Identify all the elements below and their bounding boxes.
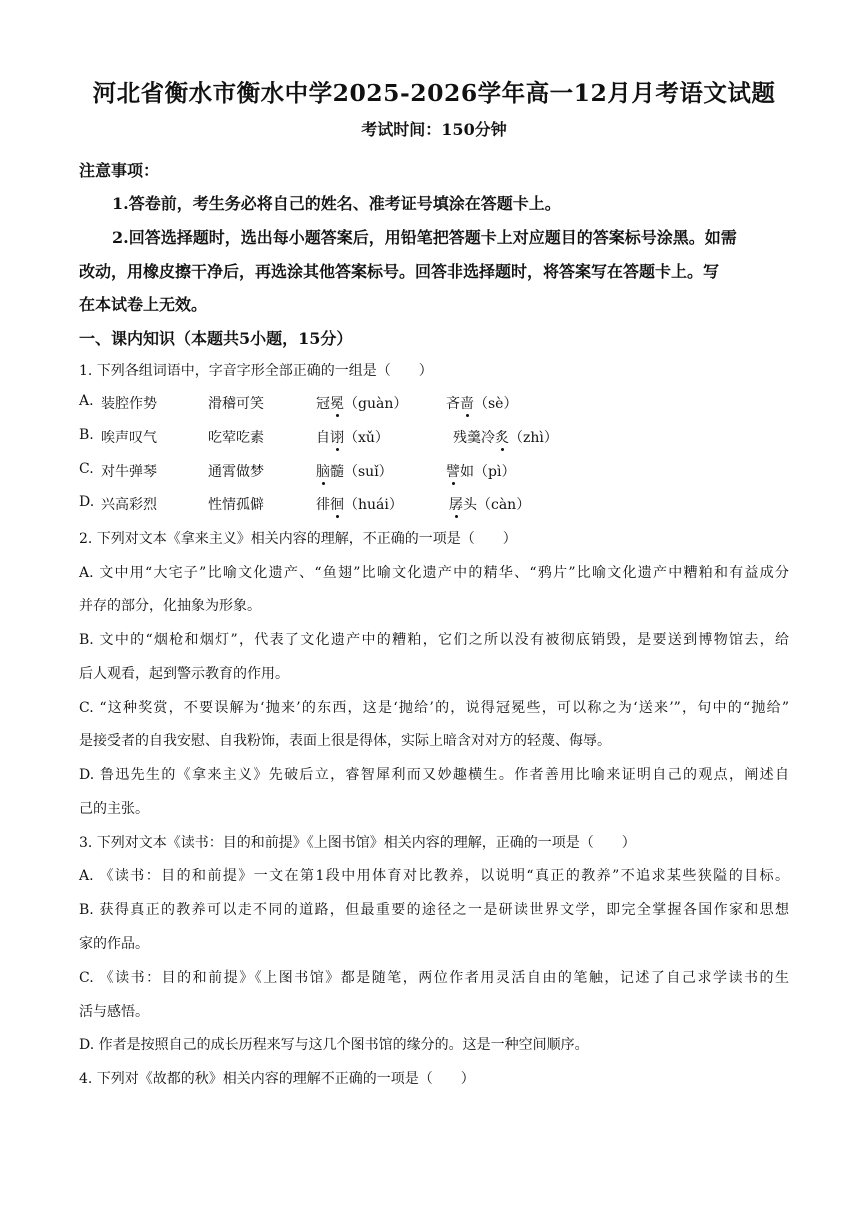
q3-option-a-line-1: A. 《读书：目的和前提》一文在第1段中用体育对比教养，以说明“真正的教养”不追求某些狭隘的目标。 bbox=[79, 868, 789, 884]
q4-stem: 4. 下列对《故都的秋》相关内容的理解不正确的一项是（ ） bbox=[79, 1071, 475, 1087]
notice-item-2-line-1: 2.回答选择题时，选出每小题答案后，用铅笔把答题卡上对应题目的答案标号涂黑。如需 bbox=[112, 228, 737, 247]
option-word: 装腔作势 bbox=[101, 396, 157, 412]
notice-item-1: 1.答卷前，考生务必将自己的姓名、准考证号填涂在答题卡上。 bbox=[112, 194, 561, 213]
option-label: C. bbox=[79, 461, 94, 477]
option-word: 对牛弹琴 bbox=[101, 464, 157, 480]
option-word: 脑髓（suǐ） bbox=[316, 464, 393, 480]
q2-option-c-line-2: 是接受者的自我安慰、自我粉饰，表面上很是得体，实际上暗含对对方的轻蔑、侮辱。 bbox=[79, 733, 611, 749]
option-word: 冠冕（guàn） bbox=[316, 396, 408, 412]
option-word: 吝啬（sè） bbox=[446, 396, 518, 412]
exam-title: 河北省衡水市衡水中学2025-2026学年高一12月月考语文试题 bbox=[92, 79, 776, 107]
q2-option-b-line-2: 后人观看，起到警示教育的作用。 bbox=[79, 666, 289, 682]
option-label: B. bbox=[79, 427, 94, 443]
notice-heading: 注意事项： bbox=[79, 161, 160, 180]
q3-stem: 3. 下列对文本《读书：目的和前提》《上图书馆》相关内容的理解，正确的一项是（ ） bbox=[79, 835, 636, 851]
option-word: 徘徊（huái） bbox=[316, 497, 403, 513]
option-word: 通霄做梦 bbox=[208, 464, 264, 480]
q2-option-c-line-1: C. “这种奖赏，不要误解为‘抛来’的东西，这是‘抛给’的，说得冠冕些，可以称之为‘送来’”，句中的“抛给” bbox=[79, 700, 789, 716]
exam-time: 考试时间：150分钟 bbox=[361, 120, 507, 139]
q3-option-c-line-1: C. 《读书：目的和前提》《上图书馆》都是随笔，两位作者用灵活自由的笔触，记述了自己求学读书的生 bbox=[79, 970, 789, 986]
q3-option-d-line-1: D. 作者是按照自己的成长历程来写与这几个图书馆的缘分的。这是一种空间顺序。 bbox=[79, 1037, 589, 1053]
option-word: 自诩（xǔ） bbox=[316, 430, 389, 446]
option-word: 滑稽可笑 bbox=[208, 396, 264, 412]
q3-option-c-line-2: 活与感悟。 bbox=[79, 1004, 149, 1020]
option-word: 孱头（càn） bbox=[449, 497, 531, 513]
q3-option-b-line-1: B. 获得真正的教养可以走不同的道路，但最重要的途径之一是研读世界文学，即完全掌握各国作家和思想 bbox=[79, 902, 789, 918]
q1-stem: 1. 下列各组词语中，字音字形全部正确的一组是（ ） bbox=[79, 363, 433, 379]
option-word: 残羹冷炙（zhì） bbox=[453, 430, 558, 446]
notice-item-2-line-3: 在本试卷上无效。 bbox=[79, 295, 208, 314]
option-label: A. bbox=[79, 393, 94, 409]
q2-option-a-line-2: 并存的部分，化抽象为形象。 bbox=[79, 598, 261, 614]
option-word: 譬如（pì） bbox=[446, 464, 516, 480]
section-1-heading: 一、课内知识（本题共5小题，15分） bbox=[79, 329, 353, 348]
option-word: 吃荤吃素 bbox=[208, 430, 264, 446]
option-label: D. bbox=[79, 494, 95, 510]
q2-option-d-line-2: 己的主张。 bbox=[79, 801, 149, 817]
option-word: 唉声叹气 bbox=[101, 430, 157, 446]
q2-option-b-line-1: B. 文中的“烟枪和烟灯”，代表了文化遗产中的糟粕，它们之所以没有被彻底销毁，是要送到博物馆去，给 bbox=[79, 632, 789, 648]
option-word: 兴高彩烈 bbox=[101, 497, 157, 513]
q2-stem: 2. 下列对文本《拿来主义》相关内容的理解，不正确的一项是（ ） bbox=[79, 531, 517, 547]
notice-item-2-line-2: 改动，用橡皮擦干净后，再选涂其他答案标号。回答非选择题时，将答案写在答题卡上。写 bbox=[79, 262, 720, 281]
q2-option-a-line-1: A. 文中用“大宅子”比喻文化遗产、“鱼翅”比喻文化遗产中的精华、“鸦片”比喻文化遗产中糟粕和有益成分 bbox=[79, 565, 789, 581]
q2-option-d-line-1: D. 鲁迅先生的《拿来主义》先破后立，睿智犀利而又妙趣横生。作者善用比喻来证明自己的观点，阐述自 bbox=[79, 767, 789, 783]
q3-option-b-line-2: 家的作品。 bbox=[79, 936, 149, 952]
option-word: 性情孤僻 bbox=[208, 497, 264, 513]
